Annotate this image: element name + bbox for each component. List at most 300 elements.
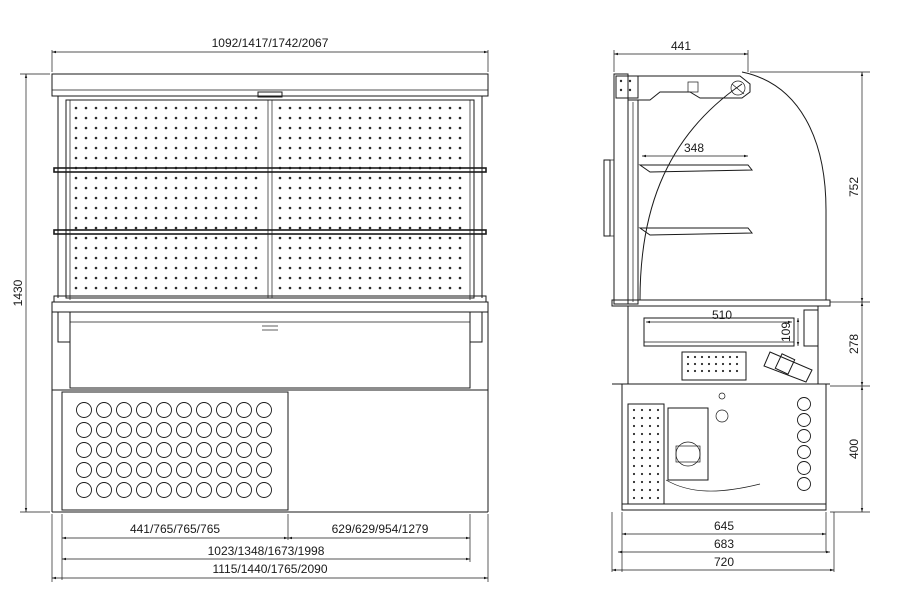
perforation-dot xyxy=(115,157,118,160)
perforation-dot xyxy=(449,237,452,240)
perforation-dot xyxy=(289,217,292,220)
perforation-dot xyxy=(389,207,392,210)
perforation-dot xyxy=(145,267,148,270)
perforation-dot xyxy=(155,187,158,190)
perforation-dot xyxy=(95,127,98,130)
perforation-dot xyxy=(75,127,78,130)
dim-well-depth-label: 510 xyxy=(711,308,733,322)
perforation-dot xyxy=(155,157,158,160)
perforation-dot xyxy=(379,187,382,190)
perforation-dot xyxy=(175,237,178,240)
perforation-dot xyxy=(439,147,442,150)
perforation-dot xyxy=(349,207,352,210)
perforation-dot xyxy=(309,207,312,210)
perforation-dot xyxy=(255,177,258,180)
perforation-dot xyxy=(205,197,208,200)
perforation-dot xyxy=(329,117,332,120)
perforation-dot xyxy=(349,147,352,150)
perforation-dot xyxy=(255,107,258,110)
perforation-dot xyxy=(145,107,148,110)
perforation-dot xyxy=(379,217,382,220)
perforation-dot xyxy=(289,267,292,270)
perforation-dot xyxy=(419,107,422,110)
perforation-dot xyxy=(419,127,422,130)
perforation-dot xyxy=(429,177,432,180)
perforation-dot xyxy=(155,147,158,150)
perforation-dot xyxy=(399,187,402,190)
perforation-dot xyxy=(459,227,462,230)
dim-top-width-label: 1092/1417/1742/2067 xyxy=(211,36,329,50)
vent-hole xyxy=(117,463,132,478)
perforation-dot xyxy=(409,247,412,250)
perforation-dot xyxy=(419,267,422,270)
perforation-dot xyxy=(359,107,362,110)
perforation-dot xyxy=(641,465,643,467)
perforation-dot xyxy=(633,433,635,435)
perforation-dot xyxy=(135,127,138,130)
perforation-dot xyxy=(75,157,78,160)
perforation-dot xyxy=(329,107,332,110)
perforation-dot xyxy=(729,356,731,358)
perforation-dot xyxy=(145,177,148,180)
perforation-dot xyxy=(205,257,208,260)
perforation-dot xyxy=(205,187,208,190)
perforation-dot xyxy=(165,207,168,210)
perforation-dot xyxy=(641,433,643,435)
perforation-dot xyxy=(175,177,178,180)
perforation-dot xyxy=(185,247,188,250)
perforation-dot xyxy=(649,481,651,483)
perforation-dot xyxy=(279,157,282,160)
perforation-dot xyxy=(195,197,198,200)
perforation-dot xyxy=(649,465,651,467)
perforation-dot xyxy=(105,287,108,290)
perforation-dot xyxy=(235,147,238,150)
perforation-dot xyxy=(708,363,710,365)
perforation-dot xyxy=(245,267,248,270)
perforation-dot xyxy=(649,489,651,491)
mechanism-perforation xyxy=(687,356,738,372)
perforation-dot xyxy=(235,137,238,140)
perforation-dot xyxy=(687,356,689,358)
perforation-dot xyxy=(135,187,138,190)
perforation-dot xyxy=(95,137,98,140)
perforation-dot xyxy=(657,417,659,419)
perforation-dot xyxy=(175,267,178,270)
perforation-dot xyxy=(185,127,188,130)
perforation-dot xyxy=(165,157,168,160)
perforation-dot xyxy=(225,137,228,140)
perforation-dot xyxy=(439,107,442,110)
perforation-dot xyxy=(319,277,322,280)
lower-shelf xyxy=(54,230,486,234)
perforation-dot xyxy=(195,137,198,140)
perforation-dot xyxy=(85,237,88,240)
perforation-dot xyxy=(439,117,442,120)
perforation-dot xyxy=(95,207,98,210)
vent-hole xyxy=(197,443,212,458)
vent-hole xyxy=(137,483,152,498)
perforation-dot xyxy=(329,197,332,200)
perforation-dot xyxy=(339,117,342,120)
perforation-dot xyxy=(255,207,258,210)
perforation-dot xyxy=(349,287,352,290)
perforation-dot xyxy=(135,157,138,160)
perforation-dot xyxy=(215,287,218,290)
perforation-dot xyxy=(125,277,128,280)
perforation-dot xyxy=(369,107,372,110)
perforation-dot xyxy=(359,187,362,190)
vent-hole xyxy=(97,463,112,478)
perforation-dot xyxy=(75,257,78,260)
perforation-dot xyxy=(205,267,208,270)
perforation-dot xyxy=(225,257,228,260)
perforation-dot xyxy=(175,117,178,120)
vent-hole xyxy=(97,423,112,438)
perforation-dot xyxy=(165,267,168,270)
perforation-dot xyxy=(85,177,88,180)
perforation-dot xyxy=(694,363,696,365)
perforation-dot xyxy=(245,197,248,200)
perforation-dot xyxy=(722,370,724,372)
perforation-dot xyxy=(299,157,302,160)
vent-hole xyxy=(117,423,132,438)
perforation-dot xyxy=(225,127,228,130)
perforation-dot xyxy=(459,187,462,190)
perforation-dot xyxy=(115,267,118,270)
dim-height xyxy=(11,74,50,512)
perforation-dot xyxy=(289,237,292,240)
perforation-dot xyxy=(369,257,372,260)
perforation-dot xyxy=(399,117,402,120)
perforation-dot xyxy=(185,237,188,240)
perforation-dot xyxy=(235,107,238,110)
vent-hole xyxy=(237,483,252,498)
perforation-dot xyxy=(439,247,442,250)
perforation-dot xyxy=(289,247,292,250)
perforation-dot xyxy=(235,187,238,190)
perforation-dot xyxy=(694,356,696,358)
perforation-dot xyxy=(155,127,158,130)
perforation-dot xyxy=(195,287,198,290)
perforation-dot xyxy=(409,287,412,290)
perforation-dot xyxy=(145,207,148,210)
perforation-dot xyxy=(245,207,248,210)
vent-hole xyxy=(177,483,192,498)
perforation-dot xyxy=(359,147,362,150)
perforation-dot xyxy=(115,197,118,200)
perforation-dot xyxy=(235,247,238,250)
perforation-dot xyxy=(379,207,382,210)
perforation-dot xyxy=(389,267,392,270)
perforation-dot xyxy=(369,277,372,280)
perforation-dot xyxy=(185,207,188,210)
perforation-dot xyxy=(399,147,402,150)
perforation-dot xyxy=(279,227,282,230)
perforation-dot xyxy=(245,237,248,240)
perforation-dot xyxy=(329,257,332,260)
perforation-dot xyxy=(299,217,302,220)
perforation-dot xyxy=(75,247,78,250)
perforation-dot xyxy=(299,107,302,110)
perforation-dot xyxy=(85,207,88,210)
perforation-dot xyxy=(399,277,402,280)
perforation-dot xyxy=(215,177,218,180)
perforation-dot xyxy=(245,147,248,150)
perforation-dot xyxy=(459,107,462,110)
perforation-dot xyxy=(339,277,342,280)
perforation-dot xyxy=(205,217,208,220)
vent-hole xyxy=(77,463,92,478)
perforation-dot xyxy=(359,207,362,210)
perforation-dot xyxy=(235,117,238,120)
perforation-dot xyxy=(359,217,362,220)
perforation-dot xyxy=(439,227,442,230)
perforation-dot xyxy=(225,197,228,200)
perforation-dot xyxy=(105,117,108,120)
perforation-dot xyxy=(429,187,432,190)
perforation-dot xyxy=(633,457,635,459)
perforation-dot xyxy=(215,247,218,250)
vent-hole xyxy=(137,443,152,458)
perforation-dot xyxy=(379,107,382,110)
perforation-dot xyxy=(115,287,118,290)
perforation-dot xyxy=(633,497,635,499)
perforation-dot xyxy=(309,217,312,220)
perforation-dot xyxy=(299,147,302,150)
perforation-dot xyxy=(657,441,659,443)
perforation-dot xyxy=(657,481,659,483)
perforation-dot xyxy=(105,277,108,280)
perforation-dot xyxy=(389,117,392,120)
perforation-dot xyxy=(449,287,452,290)
perforation-dot xyxy=(145,277,148,280)
perforation-dot xyxy=(235,197,238,200)
perforation-dot xyxy=(75,107,78,110)
perforation-dot xyxy=(175,227,178,230)
perforation-dot xyxy=(399,207,402,210)
vent-hole xyxy=(237,463,252,478)
perforation-dot xyxy=(715,370,717,372)
vent-hole xyxy=(137,463,152,478)
perforation-dot xyxy=(185,157,188,160)
perforation-dot xyxy=(279,237,282,240)
perforation-dot xyxy=(225,187,228,190)
perforation-dot xyxy=(205,157,208,160)
perforation-dot xyxy=(105,227,108,230)
perforation-dot xyxy=(279,197,282,200)
perforation-dot xyxy=(419,287,422,290)
perforation-dot xyxy=(649,441,651,443)
perforation-dot xyxy=(708,356,710,358)
perforation-dot xyxy=(459,147,462,150)
perforation-dot xyxy=(329,287,332,290)
perforation-dot xyxy=(329,227,332,230)
vent-hole xyxy=(97,483,112,498)
perforation-dot xyxy=(255,227,258,230)
perforation-dot xyxy=(95,197,98,200)
vent-hole xyxy=(217,463,232,478)
perforation-dot xyxy=(459,177,462,180)
perforation-dot xyxy=(125,187,128,190)
vent-hole xyxy=(157,483,172,498)
perforation-dot xyxy=(369,267,372,270)
dim-shelf-depth-label: 348 xyxy=(683,141,705,155)
perforation-dot xyxy=(449,267,452,270)
perforation-dot xyxy=(95,147,98,150)
perforation-dot xyxy=(205,227,208,230)
perforation-dot xyxy=(299,237,302,240)
perforation-dot xyxy=(245,287,248,290)
perforation-dot xyxy=(155,237,158,240)
perforation-dot xyxy=(329,147,332,150)
ventilation-grill xyxy=(62,392,288,510)
perforation-dot xyxy=(369,147,372,150)
vent-hole xyxy=(798,398,811,411)
perforation-dot xyxy=(105,217,108,220)
perforation-dot xyxy=(195,247,198,250)
perforation-dot xyxy=(409,257,412,260)
perforation-dot xyxy=(279,217,282,220)
perforation-dot xyxy=(329,127,332,130)
grill-holes xyxy=(77,403,272,498)
perforation-dot xyxy=(155,267,158,270)
perforation-dot xyxy=(459,267,462,270)
perforation-dot xyxy=(649,497,651,499)
vent-hole xyxy=(237,423,252,438)
perforation-dot xyxy=(701,370,703,372)
perforation-dot xyxy=(389,127,392,130)
perforation-dot xyxy=(205,177,208,180)
perforation-dot xyxy=(205,137,208,140)
vent-hole xyxy=(217,403,232,418)
perforation-dot xyxy=(175,127,178,130)
perforation-dot xyxy=(339,197,342,200)
perforation-dot xyxy=(379,277,382,280)
perforation-dot xyxy=(215,107,218,110)
perforation-dot xyxy=(449,247,452,250)
perforation-dot xyxy=(329,217,332,220)
perforation-dot xyxy=(339,267,342,270)
perforation-dot xyxy=(185,187,188,190)
vent-hole xyxy=(197,483,212,498)
perforation-dot xyxy=(215,257,218,260)
perforation-dot xyxy=(339,217,342,220)
perforation-dot xyxy=(359,117,362,120)
dim-upper-height-label: 752 xyxy=(847,176,861,198)
perforation-dot xyxy=(195,257,198,260)
perforation-dot xyxy=(369,157,372,160)
perforation-dot xyxy=(429,207,432,210)
perforation-dot xyxy=(419,237,422,240)
perforation-dot xyxy=(729,363,731,365)
dim-height-label: 1430 xyxy=(11,279,25,307)
perforation-dot xyxy=(155,197,158,200)
perforation-dot xyxy=(175,247,178,250)
perforation-dot xyxy=(409,177,412,180)
perforation-dot xyxy=(145,197,148,200)
perforation-dot xyxy=(369,207,372,210)
front-panel xyxy=(70,312,470,388)
perforation-dot xyxy=(95,107,98,110)
perforation-dot xyxy=(225,247,228,250)
vent-hole xyxy=(217,483,232,498)
dim-base-height-label: 400 xyxy=(847,438,861,460)
perforation-dot xyxy=(309,187,312,190)
perforation-dot xyxy=(299,177,302,180)
perforation-dot xyxy=(299,257,302,260)
perforation-dot xyxy=(449,137,452,140)
side-view xyxy=(604,39,870,572)
perforation-dot xyxy=(145,257,148,260)
perforation-dot xyxy=(145,187,148,190)
perforation-dot xyxy=(195,147,198,150)
perforation-dot xyxy=(255,237,258,240)
vent-hole xyxy=(137,403,152,418)
perforation-dot xyxy=(195,127,198,130)
perforation-dot xyxy=(641,489,643,491)
perforation-dot xyxy=(369,227,372,230)
perforation-dot xyxy=(85,107,88,110)
perforation-dot xyxy=(309,237,312,240)
perforation-dot xyxy=(399,107,402,110)
perforation-dot xyxy=(95,187,98,190)
perforation-dot xyxy=(135,277,138,280)
perforation-dot xyxy=(85,287,88,290)
perforation-dot xyxy=(115,177,118,180)
perforation-dot xyxy=(95,247,98,250)
perforation-dot xyxy=(205,117,208,120)
perforation-dot xyxy=(389,197,392,200)
perforation-dot xyxy=(289,287,292,290)
perforation-dot xyxy=(389,287,392,290)
perforation-dot xyxy=(329,237,332,240)
perforation-dot xyxy=(399,157,402,160)
perforation-dot xyxy=(379,287,382,290)
perforation-dot xyxy=(319,127,322,130)
perforation-dot xyxy=(289,187,292,190)
perforation-dot xyxy=(135,197,138,200)
condenser-perforation xyxy=(633,409,659,499)
dim-well-height-label: 109 xyxy=(779,321,793,343)
perforation-dot xyxy=(369,127,372,130)
perforation-dot xyxy=(185,147,188,150)
dim-side-bottom xyxy=(612,512,834,572)
perforation-dot xyxy=(429,277,432,280)
perforation-dot xyxy=(399,257,402,260)
perforation-dot xyxy=(633,449,635,451)
perforation-dot xyxy=(439,177,442,180)
perforation-dot xyxy=(339,207,342,210)
perforation-dot xyxy=(125,207,128,210)
front-view xyxy=(11,36,488,582)
perforation-dot xyxy=(736,370,738,372)
perforation-dot xyxy=(409,147,412,150)
perforation-dot xyxy=(155,217,158,220)
perforation-dot xyxy=(255,217,258,220)
perforation-dot xyxy=(419,247,422,250)
vent-hole xyxy=(157,443,172,458)
perforation-dot xyxy=(299,267,302,270)
perforation-dot xyxy=(419,227,422,230)
perforation-dot xyxy=(349,157,352,160)
perforation-dot xyxy=(85,217,88,220)
perforation-dot xyxy=(115,277,118,280)
perforation-dot xyxy=(419,137,422,140)
perforation-dot xyxy=(175,137,178,140)
vent-hole xyxy=(137,423,152,438)
perforation-dot xyxy=(369,187,372,190)
